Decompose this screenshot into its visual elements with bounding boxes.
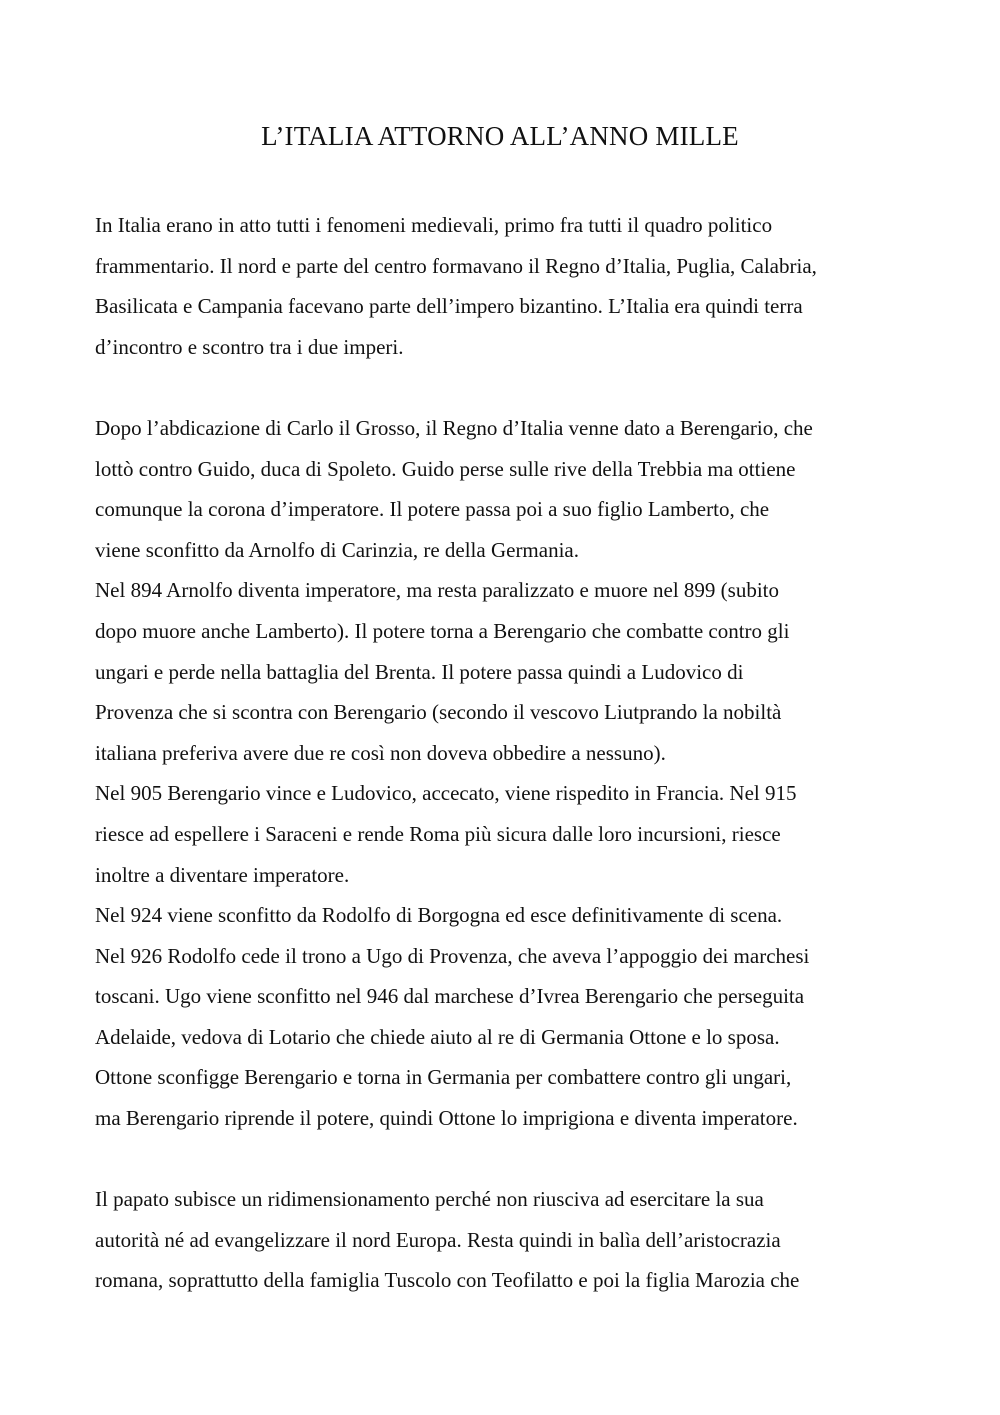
- text-line: italiana preferiva avere due re così non doveva obbedire a nessuno).: [95, 740, 666, 765]
- text-line: viene sconfitto da Arnolfo di Carinzia, re della Germania.: [95, 537, 579, 562]
- text-line: ma Berengario riprende il potere, quindi Ottone lo imprigiona e diventa imperatore.: [95, 1106, 798, 1131]
- text-line: Nel 926 Rodolfo cede il trono a Ugo di Provenza, che aveva l’appoggio dei marchesi: [95, 943, 810, 968]
- document-title: L’ITALIA ATTORNO ALL’ANNO MILLE: [261, 121, 739, 151]
- text-line: autorità né ad evangelizzare il nord Europa. Resta quindi in balìa dell’aristocrazia: [95, 1227, 781, 1252]
- text-line: toscani. Ugo viene sconfitto nel 946 dal marchese d’Ivrea Berengario che perseguita: [95, 984, 805, 1009]
- text-line: Il papato subisce un ridimensionamento perché non riusciva ad esercitare la sua: [95, 1187, 764, 1212]
- text-line: dopo muore anche Lamberto). Il potere torna a Berengario che combatte contro gli: [95, 618, 790, 643]
- document-body: [95, 205, 915, 1301]
- text-line: lottò contro Guido, duca di Spoleto. Guido perse sulle rive della Trebbia ma ottiene: [95, 456, 796, 481]
- text-line: Nel 894 Arnolfo diventa imperatore, ma resta paralizzato e muore nel 899 (subito: [95, 578, 780, 603]
- paragraph-arnolfo: [95, 570, 915, 773]
- text-line: Adelaide, vedova di Lotario che chiede aiuto al re di Germania Ottone e lo sposa.: [95, 1024, 780, 1049]
- text-line: Dopo l’abdicazione di Carlo il Grosso, il Regno d’Italia venne dato a Berengario, che: [95, 415, 813, 440]
- text-line: Nel 924 viene sconfitto da Rodolfo di Borgogna ed esce definitivamente di scena.: [95, 903, 783, 928]
- text-line: Provenza che si scontra con Berengario (secondo il vescovo Liutprando la nobiltà: [95, 700, 782, 725]
- text-line: riesce ad espellere i Saraceni e rende Roma più sicura dalle loro incursioni, riesce: [95, 821, 781, 846]
- text-line: frammentario. Il nord e parte del centro formavano il Regno d’Italia, Puglia, Calabria,: [95, 253, 817, 278]
- paragraph-papato: [95, 1179, 915, 1301]
- text-line: In Italia erano in atto tutti i fenomeni medievali, primo fra tutti il quadro politico: [95, 213, 773, 237]
- paragraph-intro: [95, 205, 915, 367]
- text-line: inoltre a diventare imperatore.: [95, 862, 350, 887]
- paragraph-905: [95, 773, 915, 895]
- text-line: Basilicata e Campania facevano parte dell’impero bizantino. L’Italia era quindi terra: [95, 294, 803, 319]
- text-line: Ottone sconfigge Berengario e torna in Germania per combattere contro gli ungari,: [95, 1065, 792, 1090]
- paragraph-924: [95, 895, 915, 1139]
- text-line: comunque la corona d’imperatore. Il potere passa poi a suo figlio Lamberto, che: [95, 497, 770, 522]
- text-line: d’incontro e scontro tra i due imperi.: [95, 334, 404, 359]
- text-line: Nel 905 Berengario vince e Ludovico, accecato, viene rispedito in Francia. Nel 915: [95, 781, 797, 806]
- paragraph-berengario: [95, 408, 915, 570]
- text-line: ungari e perde nella battaglia del Brenta. Il potere passa quindi a Ludovico di: [95, 659, 744, 684]
- text-line: romana, soprattutto della famiglia Tuscolo con Teofilatto e poi la figlia Marozia che: [95, 1268, 800, 1293]
